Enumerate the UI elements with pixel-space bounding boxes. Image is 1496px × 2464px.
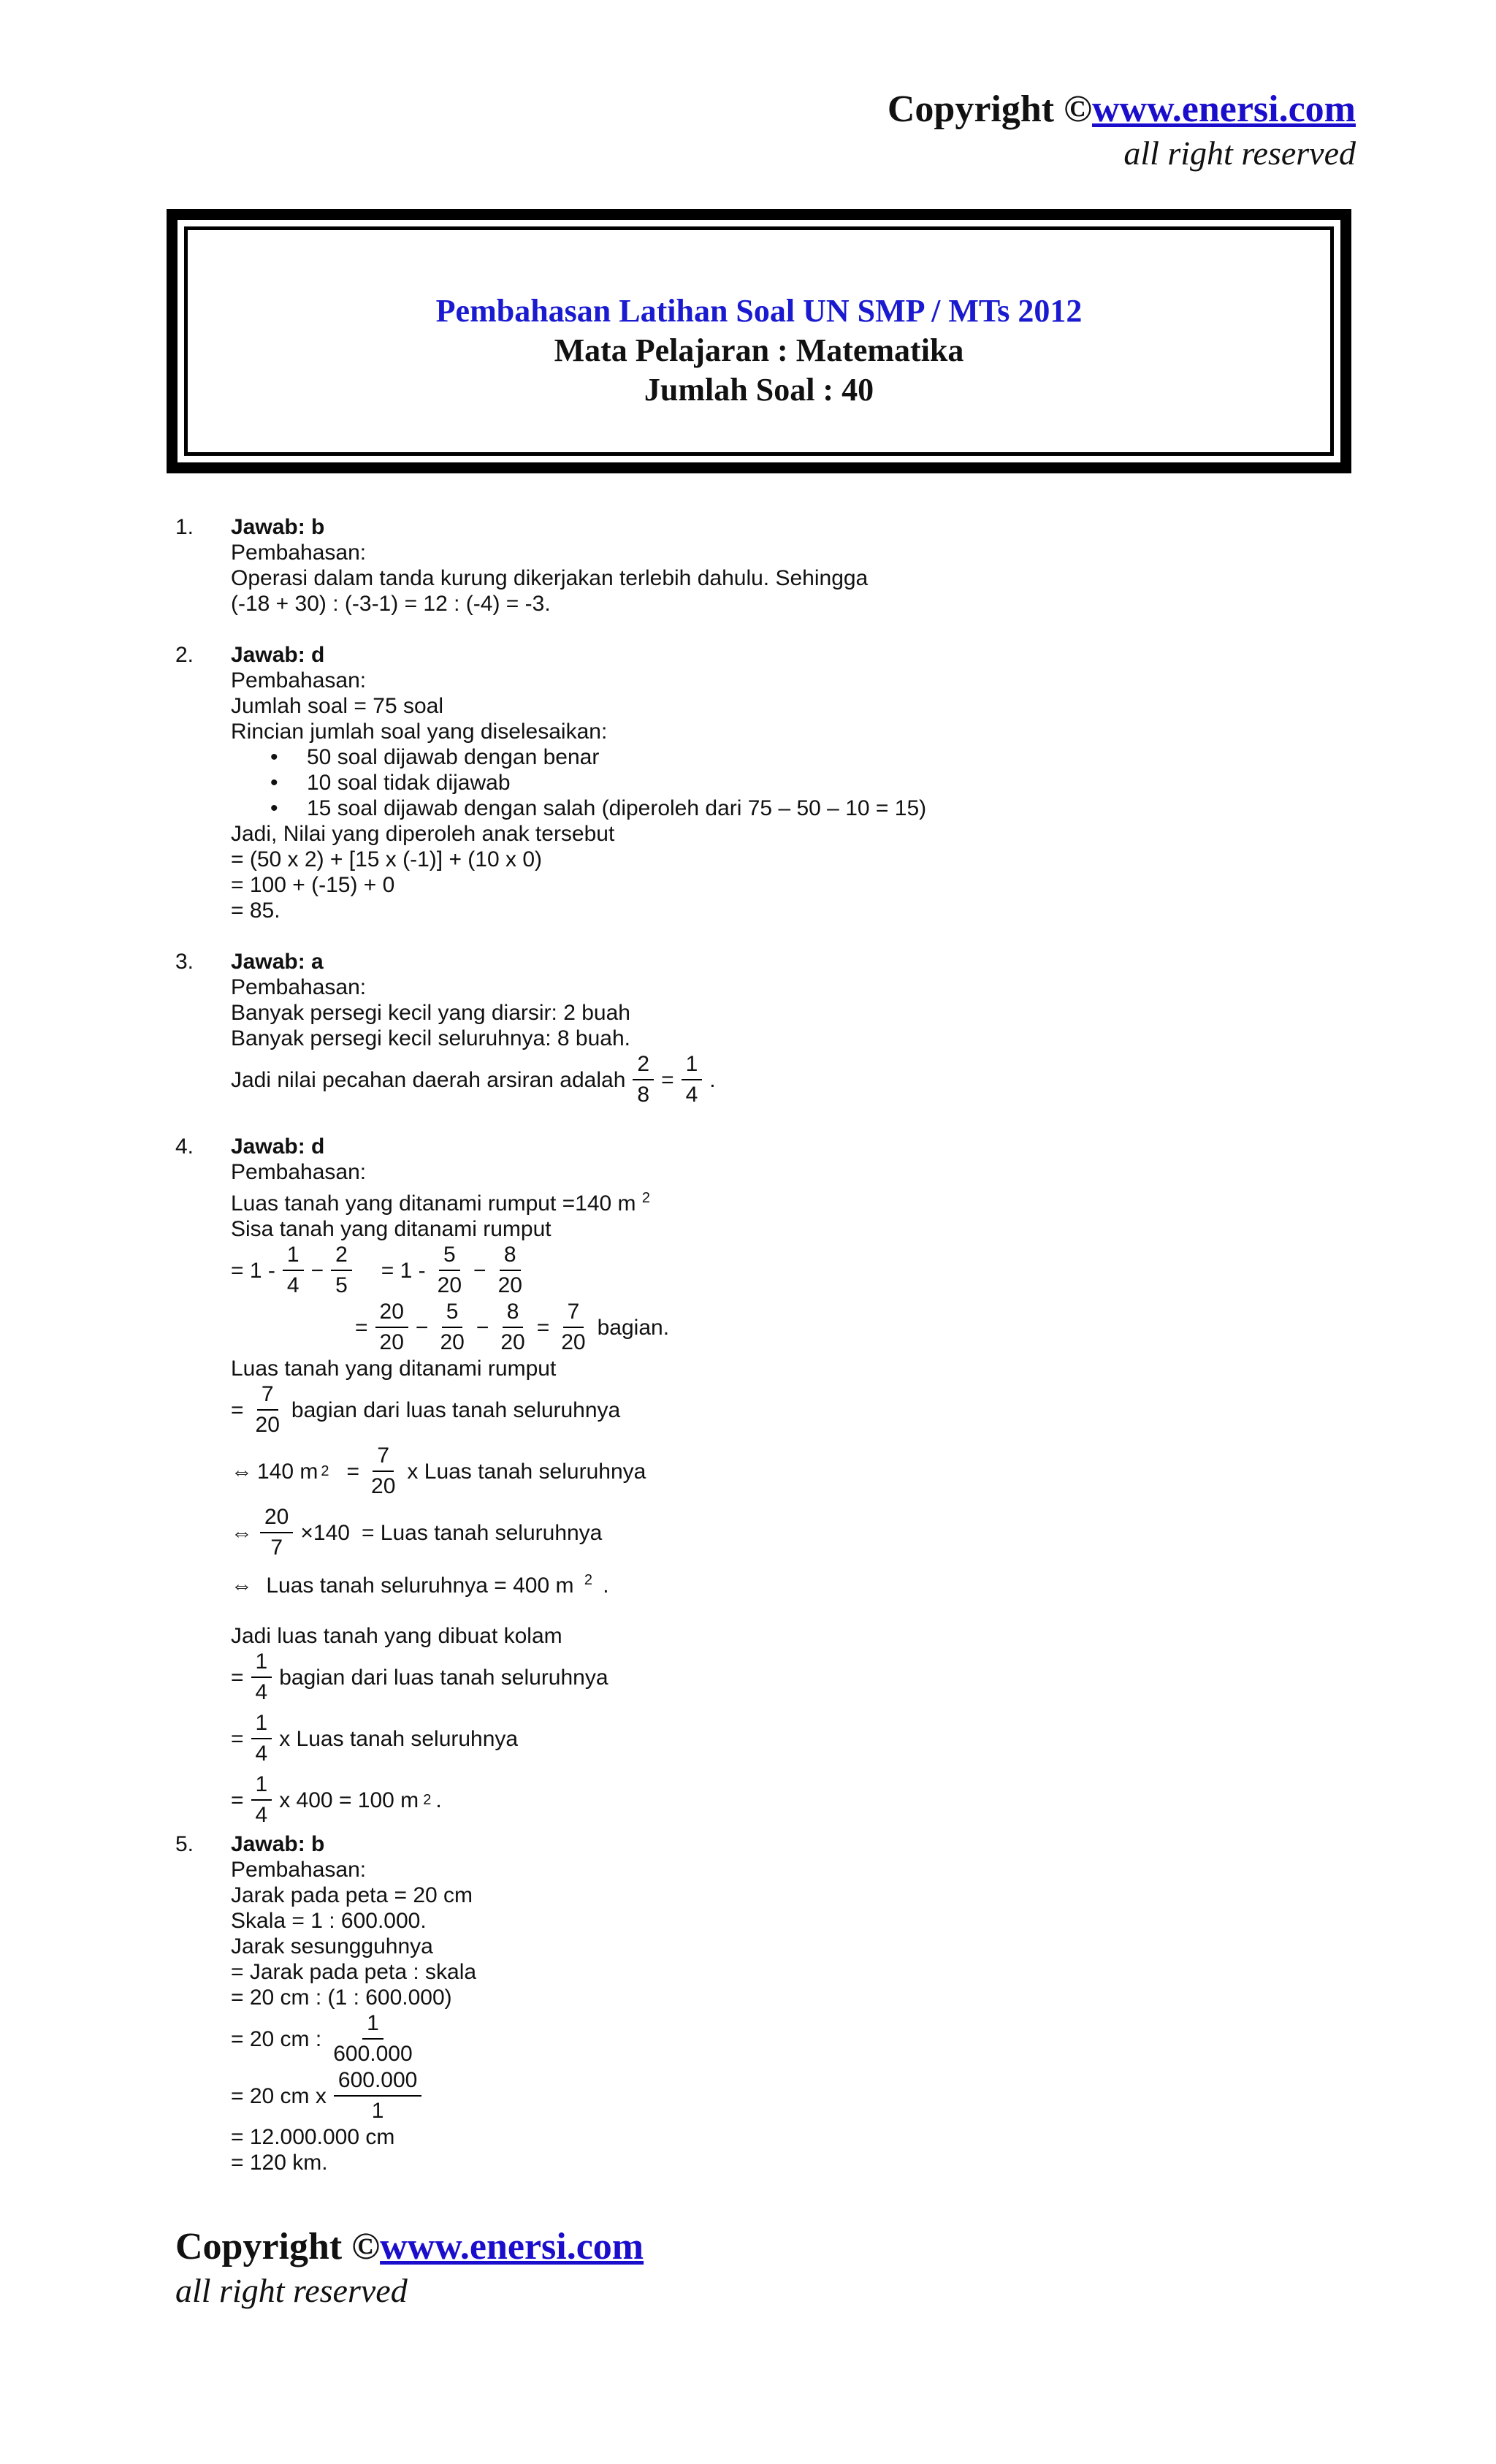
equals-sign: = xyxy=(346,1459,360,1484)
item-number: 2. xyxy=(175,643,194,667)
explanation-line: = Jarak pada peta : skala xyxy=(231,1960,477,1984)
conclusion-text: Jadi nilai pecahan daerah arsiran adalah xyxy=(231,1067,626,1092)
calc-line xyxy=(231,1504,1359,1561)
explanation-label: Pembahasan: xyxy=(231,668,367,693)
numerator: 7 xyxy=(563,1299,584,1328)
fraction xyxy=(251,1710,272,1767)
title-block xyxy=(178,291,1340,410)
title-box xyxy=(167,209,1351,473)
minus-sign: − xyxy=(415,1315,429,1340)
numerator: 20 xyxy=(375,1299,408,1328)
minus-sign: − xyxy=(473,1258,486,1283)
period: . xyxy=(435,1788,442,1812)
copyright-header xyxy=(888,86,1356,174)
explanation-label: Pembahasan: xyxy=(231,975,367,999)
calc-text: x 400 = 100 m xyxy=(279,1788,419,1812)
copyright-footer xyxy=(175,2224,644,2311)
bullet-item: • 15 soal dijawab dengan salah (diperoleh dari 75 – 50 – 10 = 15) xyxy=(307,796,1359,821)
area-text: Luas tanah yang ditanami rumput =140 m xyxy=(231,1191,636,1216)
numerator: 2 xyxy=(331,1242,352,1271)
explanation-line: Skala = 1 : 600.000. xyxy=(231,1909,427,1933)
numerator: 1 xyxy=(682,1051,703,1080)
bullet-list xyxy=(231,744,1359,821)
explanation-line: Sisa tanah yang ditanami rumput xyxy=(231,1217,552,1241)
fraction xyxy=(334,2067,421,2124)
equivalence-arrow-icon: ⇔ xyxy=(231,1459,253,1484)
numerator: 2 xyxy=(633,1051,654,1080)
explanation-line: Jadi, Nilai yang diperoleh anak tersebut xyxy=(231,822,615,846)
calc-text: bagian dari luas tanah seluruhnya xyxy=(279,1665,608,1690)
calc-text: = 1 - xyxy=(231,1258,275,1283)
bullet-item: • 10 soal tidak dijawab xyxy=(307,770,1359,796)
calc-text: bagian dari luas tanah seluruhnya xyxy=(291,1397,621,1422)
calc-line xyxy=(231,1649,1359,1706)
answer-key: Jawab: d xyxy=(231,1134,325,1159)
fraction xyxy=(283,1242,304,1299)
bullet-item: • 50 soal dijawab dengan benar xyxy=(307,744,1359,770)
denominator: 4 xyxy=(286,1273,299,1297)
copyright-text: Copyright © xyxy=(175,2226,381,2267)
calc-line xyxy=(231,1242,1359,1299)
calc-line: ⇔ 140 m 2 = $\frac{7}{20}$ x Luas tanah seluruhnya xyxy=(231,1443,646,1498)
answer-item-4 xyxy=(175,1134,1359,1828)
explanation-line xyxy=(231,1191,1359,1216)
denominator: 8 xyxy=(637,1083,650,1107)
fraction xyxy=(435,1299,468,1356)
numerator: 7 xyxy=(373,1443,394,1472)
numerator: 5 xyxy=(442,1299,463,1328)
calc-text: Luas tanah seluruhnya = 400 m xyxy=(266,1574,574,1598)
rights-text: all right reserved xyxy=(175,2272,408,2309)
item-number: 5. xyxy=(175,1832,194,1856)
calc-text: x Luas tanah seluruhnya xyxy=(407,1459,646,1484)
calc-text: x Luas tanah seluruhnya xyxy=(279,1726,519,1751)
numerator: 1 xyxy=(362,2010,383,2040)
explanation-line: = (50 x 2) + [15 x (-1)] + (10 x 0) xyxy=(231,847,543,871)
question-count-line: Jumlah Soal : 40 xyxy=(644,372,874,408)
explanation-line: Rincian jumlah soal yang diselesaikan: xyxy=(231,720,608,744)
equals-sign: = xyxy=(661,1067,674,1092)
fraction xyxy=(260,1504,293,1561)
answer-item-2 xyxy=(175,642,1359,923)
explanation-line: Luas tanah yang ditanami rumput xyxy=(231,1357,557,1381)
explanation-line: = 120 km. xyxy=(231,2151,328,2175)
website-link[interactable]: www.enersi.com xyxy=(1091,88,1356,130)
numerator: 1 xyxy=(251,1649,272,1678)
denominator: 20 xyxy=(440,1330,465,1354)
period: . xyxy=(603,1574,609,1598)
explanation-label: Pembahasan: xyxy=(231,541,367,565)
denominator: 4 xyxy=(255,1803,268,1827)
equals-sign: = xyxy=(355,1315,368,1340)
calc-line xyxy=(231,1299,1359,1356)
fraction xyxy=(433,1242,466,1299)
numerator: 1 xyxy=(251,1710,272,1739)
explanation-label: Pembahasan: xyxy=(231,1858,367,1882)
document-title: Pembahasan Latihan Soal UN SMP / MTs 2012 xyxy=(435,293,1083,329)
explanation-line: Banyak persegi kecil yang diarsir: 2 buah xyxy=(231,1001,630,1025)
answer-key: Jawab: a xyxy=(231,950,324,974)
explanation-line: Jumlah soal = 75 soal xyxy=(231,694,444,718)
answer-item-3 xyxy=(175,949,1359,1108)
denominator: 5 xyxy=(335,1273,348,1297)
numerator: 5 xyxy=(439,1242,460,1271)
denominator: 20 xyxy=(497,1273,522,1297)
equivalence-arrow-icon: ⇔ xyxy=(231,1574,253,1598)
denominator: 4 xyxy=(255,1742,268,1766)
minus-sign: − xyxy=(476,1315,489,1340)
calc-text: ×140 xyxy=(300,1520,350,1545)
denominator: 20 xyxy=(437,1273,462,1297)
copyright-line xyxy=(175,2224,644,2270)
numerator: 600.000 xyxy=(334,2067,421,2097)
calc-text: = 1 - xyxy=(381,1258,426,1283)
numerator: 20 xyxy=(260,1504,293,1533)
answer-key: Jawab: b xyxy=(231,515,325,539)
calc-text: 140 m xyxy=(257,1459,318,1484)
explanation-line: (-18 + 30) : (-3-1) = 12 : (-4) = -3. xyxy=(231,592,551,616)
fraction xyxy=(329,2010,416,2067)
answer-key: Jawab: d xyxy=(231,643,325,667)
numerator: 1 xyxy=(283,1242,304,1271)
equals-sign: = xyxy=(231,1397,244,1422)
calc-line xyxy=(231,1381,1359,1438)
calc-line xyxy=(231,1710,1359,1767)
calc-line xyxy=(231,2067,1359,2124)
website-link[interactable]: www.enersi.com xyxy=(380,2226,644,2267)
calc-text: bagian. xyxy=(597,1315,670,1340)
denominator: 20 xyxy=(561,1330,586,1354)
explanation-line: = 20 cm : (1 : 600.000) xyxy=(231,1986,452,2010)
calc-line: = $\frac{1}{4}$ x 400 = 100 m 2 . xyxy=(231,1772,442,1827)
rights-text: all right reserved xyxy=(1123,134,1356,172)
denominator: 20 xyxy=(379,1330,404,1354)
fraction xyxy=(375,1299,408,1356)
copyright-text: Copyright © xyxy=(887,88,1092,130)
denominator: 4 xyxy=(255,1680,268,1704)
fraction xyxy=(682,1051,703,1108)
numerator: 8 xyxy=(500,1242,521,1271)
minus-sign: − xyxy=(310,1258,324,1283)
explanation-line: Jarak sesungguhnya xyxy=(231,1934,433,1958)
copyright-line xyxy=(888,86,1356,133)
denominator: 7 xyxy=(270,1536,283,1560)
equals-sign: = xyxy=(231,1788,244,1812)
subject-line: Mata Pelajaran : Matematika xyxy=(554,332,964,368)
fraction xyxy=(251,1381,284,1438)
denominator: 20 xyxy=(255,1413,280,1437)
answer-list xyxy=(175,514,1359,2175)
calc-text: = 20 cm : xyxy=(231,2026,322,2051)
denominator: 20 xyxy=(500,1330,525,1354)
item-number: 4. xyxy=(175,1134,194,1159)
numerator: 1 xyxy=(251,1771,272,1801)
numerator: 8 xyxy=(503,1299,524,1328)
explanation-line: = 85. xyxy=(231,899,280,923)
exponent: 2 xyxy=(641,1190,650,1206)
exponent: 2 xyxy=(584,1572,592,1588)
denominator: 4 xyxy=(685,1083,698,1107)
calc-line xyxy=(231,2010,1359,2067)
answer-key: Jawab: b xyxy=(231,1832,325,1856)
item-number: 3. xyxy=(175,950,194,974)
period: . xyxy=(709,1067,716,1092)
calc-text: = 20 cm x xyxy=(231,2083,327,2108)
answer-item-1 xyxy=(175,514,1359,617)
equals-sign: = xyxy=(536,1315,550,1340)
fraction xyxy=(496,1299,529,1356)
fraction xyxy=(494,1242,527,1299)
denominator: 600.000 xyxy=(333,2042,413,2066)
denominator: 1 xyxy=(371,2099,384,2123)
explanation-line: Operasi dalam tanda kurung dikerjakan terlebih dahulu. Sehingga xyxy=(231,566,869,590)
explanation-line: Banyak persegi kecil seluruhnya: 8 buah. xyxy=(231,1026,631,1050)
explanation-line: = 12.000.000 cm xyxy=(231,2125,395,2149)
fraction xyxy=(633,1051,654,1108)
fraction xyxy=(331,1242,352,1299)
explanation-line: = 100 + (-15) + 0 xyxy=(231,873,395,897)
fraction xyxy=(251,1649,272,1706)
explanation-label: Pembahasan: xyxy=(231,1160,367,1184)
calc-text: = Luas tanah seluruhnya xyxy=(361,1520,603,1545)
fraction xyxy=(367,1443,400,1500)
explanation-line: Jadi luas tanah yang dibuat kolam xyxy=(231,1624,562,1648)
denominator: 20 xyxy=(371,1474,396,1498)
equals-sign: = xyxy=(231,1726,244,1751)
numerator: 7 xyxy=(257,1381,278,1411)
fraction xyxy=(557,1299,589,1356)
explanation-line: Jarak pada peta = 20 cm xyxy=(231,1883,473,1907)
conclusion-line xyxy=(231,1051,1359,1108)
answer-item-5 xyxy=(175,1831,1359,2175)
equivalence-arrow-icon: ⇔ xyxy=(231,1520,253,1545)
calc-line xyxy=(231,1573,1359,1598)
item-number: 1. xyxy=(175,515,194,539)
fraction xyxy=(251,1771,272,1828)
equals-sign: = xyxy=(231,1665,244,1690)
